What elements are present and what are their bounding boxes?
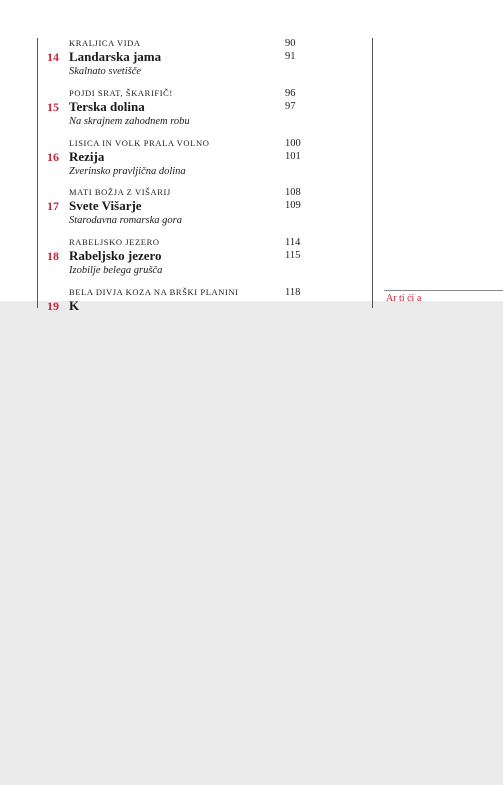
page-number-pretitle: 114 [285, 237, 301, 248]
chapter-number: 14 [47, 50, 59, 64]
chapter-title: Terska dolina [69, 99, 145, 114]
chapter-title: K [69, 298, 80, 313]
entry-pretitle: RABELJSKO JEZERO [69, 237, 160, 247]
chapter-number: 18 [47, 249, 59, 263]
page-number-title: 97 [285, 101, 296, 112]
entry-pretitle: BELA DIVJA KOZA NA BRŠKI PLANINI [69, 287, 239, 297]
entry-pretitle: KRALJICA VIDA [69, 38, 141, 48]
chapter-number: 17 [47, 199, 59, 213]
chapter-title: Landarska jama [69, 49, 162, 64]
chapter-number: 19 [47, 299, 59, 313]
chapter-title: Rezija [69, 149, 105, 164]
chapter-title: Svete Višarje [69, 198, 142, 213]
entry-pretitle: MATI BOŽJA Z VIŠARIJ [69, 187, 171, 197]
left-margin-rule [37, 38, 38, 308]
chapter-subtitle: Na skrajnem zahodnem robu [69, 116, 190, 127]
book-page [0, 0, 503, 313]
right-column-rule [372, 38, 373, 308]
page-number-title: 101 [285, 151, 301, 162]
right-column-horizontal-rule [384, 290, 503, 291]
page-number-pretitle: 108 [285, 187, 301, 198]
chapter-subtitle: Izobilje belega grušča [69, 265, 163, 276]
page-number-pretitle: 100 [285, 138, 301, 149]
entry-pretitle: LISICA IN VOLK PRALA VOLNO [69, 138, 210, 148]
entry-pretitle: POJDI SRAT, ŠKARIFIČ! [69, 88, 173, 98]
page-number-pretitle: 90 [285, 38, 296, 49]
chapter-number: 15 [47, 100, 59, 114]
page-number-title: 115 [285, 250, 301, 261]
chapter-subtitle: Starodavna romarska gora [69, 215, 182, 226]
right-column-heading-fragment: Ar ti ći a [386, 293, 422, 304]
page-number-pretitle: 96 [285, 88, 296, 99]
chapter-title: Rabeljsko jezero [69, 248, 162, 263]
page-number-pretitle: 118 [285, 287, 301, 298]
chapter-number: 16 [47, 150, 59, 164]
page-number-title: 91 [285, 51, 296, 62]
chapter-subtitle: Zverinsko pravljična dolina [69, 166, 186, 177]
page-number-title: 109 [285, 200, 301, 211]
chapter-subtitle: Skalnato svetišče [69, 66, 142, 77]
